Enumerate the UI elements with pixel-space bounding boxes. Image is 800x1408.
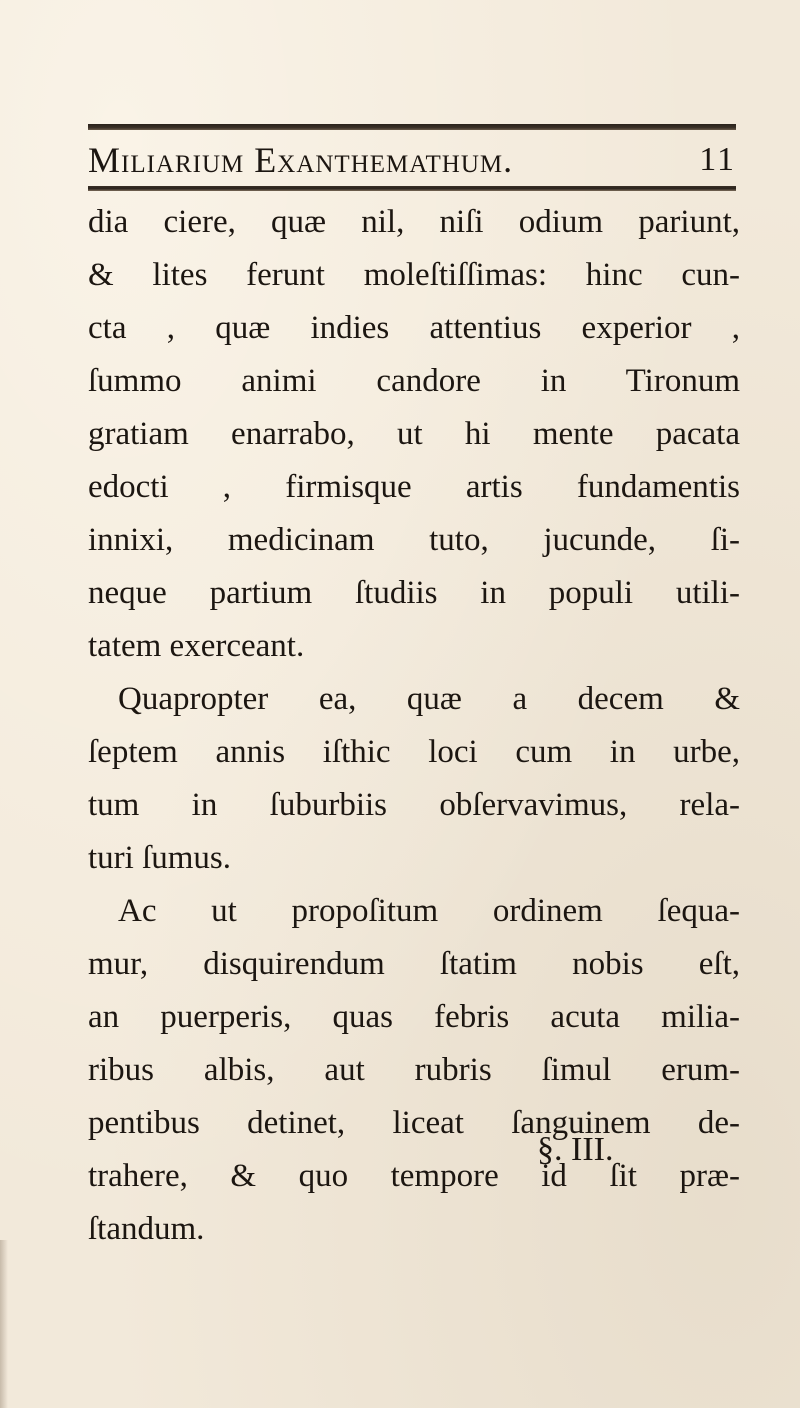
text-line: neque partium ſtudiis in populi utili- [88, 575, 740, 611]
body-text [88, 196, 740, 1256]
text-line: gratiam enarrabo, ut hi mente pacata [88, 416, 740, 452]
text-line: tum in ſuburbiis obſervavimus, rela- [88, 787, 740, 823]
paragraph-start-line: Quapropter ea, quæ a decem & [118, 681, 740, 717]
text-line: an puerperis, quas febris acuta milia- [88, 999, 740, 1035]
text-line: turi ſumus. [88, 840, 232, 876]
text-line: ſeptem annis iſthic loci cum in urbe, [88, 734, 740, 770]
header-rule-top [88, 124, 736, 130]
text-line: & lites ferunt moleſtiſſimas: hinc cun- [88, 257, 740, 293]
text-line: mur, disquirendum ſtatim nobis eſt, [88, 946, 740, 982]
text-line: pentibus detinet, liceat ſanguinem de- [88, 1105, 740, 1141]
header-rule-bottom [88, 186, 736, 191]
section-catchword: §. III. [537, 1131, 614, 1168]
text-line: innixi, medicinam tuto, jucunde, ſi- [88, 522, 740, 558]
text-line: ſtandum. [88, 1211, 205, 1247]
text-line: tatem exerceant. [88, 628, 305, 664]
text-line: ribus albis, aut rubris ſimul erum- [88, 1052, 740, 1088]
text-line: trahere, & quo tempore id ſit præ- [88, 1158, 740, 1194]
text-line: ſummo animi candore in Tironum [88, 363, 740, 399]
text-line: edocti , firmisque artis fundamentis [88, 469, 740, 505]
margin-stain [0, 1240, 8, 1408]
text-line: cta , quæ indies attentius experior , [88, 310, 740, 346]
paragraph-start-line: Ac ut propoſitum ordinem ſequa- [118, 893, 740, 929]
running-title: Miliarium Exanthemathum. [88, 140, 514, 180]
page-number: 11 [699, 141, 736, 178]
text-line: dia ciere, quæ nil, niſi odium pariunt, [88, 204, 740, 240]
running-header [88, 138, 736, 182]
